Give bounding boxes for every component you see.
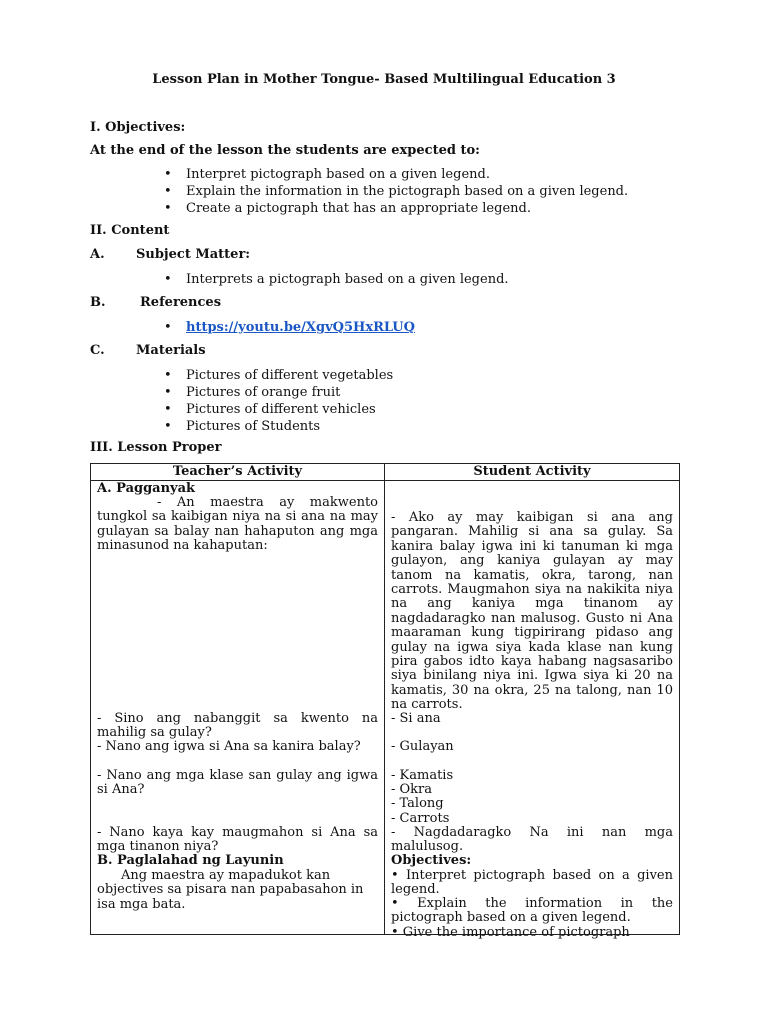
student-story-text: - Ako ay may kaibigan si ana ang pangaran. Mahilig si ana sa gulay. Sa kanira balay igwa ini ki tanuman ki mga gulayon, ang kaniya gulayan ay may tanom na kamatis, okra, tarong, nan carrots. Maugmahon siya na nakikita niya na ang kaniya mga tinanom ay nagdadaragko nan malusog. Gusto ni Ana maaraman kung tigpirirang pidaso ang gulay na igwa siya kada klase nan kung pira gabos idto kaya habang nagsasaribo siya binilang niya ini. Igwa siya ki 20 na kamatis, 30 na okra, 25 na talong, nan 10 na carrots. xyxy=(391,510,673,713)
answer-3-item: - Kamatis xyxy=(391,768,454,783)
table-header-row xyxy=(91,464,680,481)
question-3: - Nano ang mga klase san gulay ang igwa si Ana? xyxy=(97,768,378,798)
student-objectives-label: Objectives: xyxy=(391,853,472,868)
student-objective-1: • Interpret pictograph based on a given legend. xyxy=(391,868,673,898)
list-item xyxy=(160,319,415,336)
question-1: - Sino ang nabanggit sa kwento na mahilig sa gulay? xyxy=(97,711,378,741)
pagganyak-heading: A. Pagganyak xyxy=(97,481,196,496)
list-item: • Pictures of different vegetables xyxy=(160,367,393,384)
list-item: • Pictures of orange fruit xyxy=(160,384,393,401)
story-intro-text: - An maestra ay makwento tungkol sa kaibigan niya na si ana na may gulayan sa balay nan hahaputon ang mga minasunod na kahaputan: xyxy=(97,495,378,554)
list-item: • Pictures of Students xyxy=(160,418,393,435)
teacher-activity-header: Teacher’s Activity xyxy=(91,464,385,481)
subject-matter-list xyxy=(160,271,509,288)
materials-letter: C. xyxy=(90,343,105,358)
subject-matter-label: Subject Matter: xyxy=(136,247,251,262)
answer-3-item: - Okra xyxy=(391,782,433,797)
table-row xyxy=(91,481,680,935)
lesson-activity-table xyxy=(90,463,680,940)
answer-4: - Nagdadaragko Na ini nan mga malulusog. xyxy=(391,825,673,855)
objectives-heading: I. Objectives: xyxy=(90,120,186,135)
references-label: References xyxy=(140,295,222,310)
references-list xyxy=(160,319,415,336)
reference-link[interactable]: https://youtu.be/XgvQ5HxRLUQ xyxy=(186,320,415,335)
student-activity-header: Student Activity xyxy=(385,464,680,481)
list-item: • Pictures of different vehicles xyxy=(160,401,393,418)
materials-label: Materials xyxy=(136,343,206,358)
question-2: - Nano ang igwa si Ana sa kanira balay? xyxy=(97,739,361,754)
answer-1: - Si ana xyxy=(391,711,441,726)
student-objective-3: • Give the importance of pictograph xyxy=(391,926,630,940)
answer-2: - Gulayan xyxy=(391,739,454,754)
objectives-list xyxy=(160,166,628,217)
list-item: • Create a pictograph that has an appropriate legend. xyxy=(160,200,628,217)
student-activity-cell xyxy=(385,481,680,940)
content-heading: II. Content xyxy=(90,223,170,238)
paglalahad-heading: B. Paglalahad ng Layunin xyxy=(97,853,284,868)
list-item: • Interpret pictograph based on a given legend. xyxy=(160,166,628,183)
answer-3-item: - Talong xyxy=(391,796,444,811)
lesson-proper-heading: III. Lesson Proper xyxy=(90,440,222,455)
document-title: Lesson Plan in Mother Tongue- Based Multilingual Education 3 xyxy=(152,72,616,87)
objectives-intro: At the end of the lesson the students are expected to: xyxy=(90,143,480,158)
question-4: - Nano kaya kay maugmahon si Ana sa mga tinanon niya? xyxy=(97,825,378,855)
answer-3-item: - Carrots xyxy=(391,811,450,826)
list-item: • Interprets a pictograph based on a given legend. xyxy=(160,271,509,288)
materials-list xyxy=(160,367,393,435)
student-objective-2: • Explain the information in the pictograph based on a given legend. xyxy=(391,896,673,926)
paglalahad-text: Ang maestra ay mapadukot kan objectives sa pisara nan papabasahon in isa mga bata. xyxy=(97,868,364,912)
subject-matter-letter: A. xyxy=(90,247,105,262)
references-letter: B. xyxy=(90,295,106,310)
list-item: • Explain the information in the pictograph based on a given legend. xyxy=(160,183,628,200)
teacher-activity-cell xyxy=(91,481,385,935)
